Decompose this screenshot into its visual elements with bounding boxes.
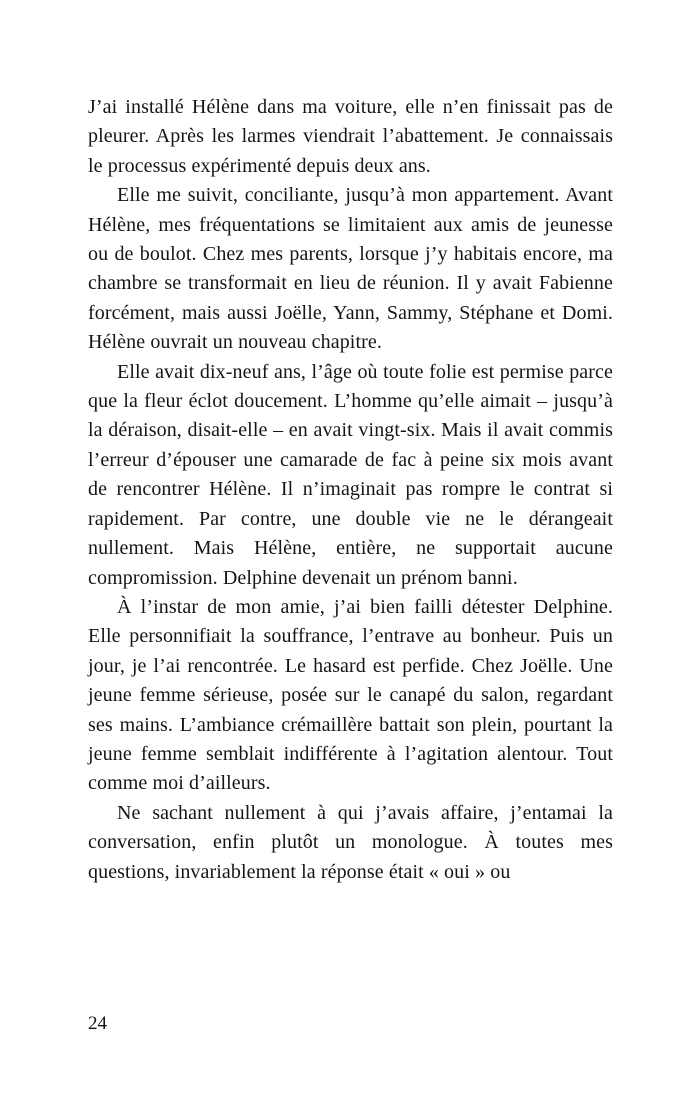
page-number: 24 [88, 1013, 107, 1034]
paragraph-3: Elle avait dix-neuf ans, l’âge où toute folie est permise parce que la fleur éclot doucement. L’homme qu’elle aimait – jusqu’à la déraison, disait-elle – en avait vingt-six. Mais il avait commis l’erreur d’épouser une camarade de fac à peine six mois avant de rencontrer Hélène. Il n’imaginait pas rompre le contrat si rapidement. Par contre, une double vie ne le dérangeait nullement. Mais Hélène, entière, ne supportait aucune compromission. Delphine devenait un prénom banni. [88, 360, 613, 589]
paragraph-4: À l’instar de mon amie, j’ai bien failli détester Delphine. Elle personnifiait la souffrance, l’entrave au bonheur. Puis un jour, je l’ai rencontrée. Le hasard est perfide. Chez Joëlle. Une jeune femme sérieuse, posée sur le canapé du salon, regardant ses mains. L’ambiance crémaillère battait son plein, pourtant la jeune femme semblait indifférente à l’agitation alentour. Tout comme moi d’ailleurs. [88, 595, 613, 795]
page-text-block [88, 93, 613, 887]
paragraph-2: Elle me suivit, conciliante, jusqu’à mon appartement. Avant Hélène, mes fréquentations se limitaient aux amis de jeunesse ou de boulot. Chez mes parents, lorsque j’y habitais encore, ma chambre se transformait en lieu de réunion. Il y avait Fabienne forcément, mais aussi Joëlle, Yann, Sammy, Stéphane et Domi. Hélène ouvrait un nouveau chapitre. [88, 184, 613, 354]
paragraph-1: J’ai installé Hélène dans ma voiture, elle n’en finissait pas de pleurer. Après les larmes viendrait l’abattement. Je connaissais le processus expérimenté depuis deux ans. [88, 96, 613, 177]
paragraph-5: Ne sachant nullement à qui j’avais affaire, j’entamai la conversation, enfin plutôt un monologue. À toutes mes questions, invariablement la réponse était « oui » ou [88, 801, 613, 883]
